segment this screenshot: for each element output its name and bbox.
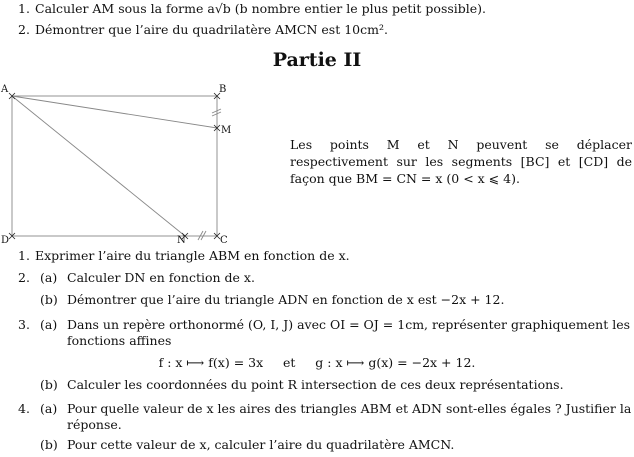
- subquestion-label: (a): [40, 317, 58, 332]
- geometry-figure: [0, 80, 250, 250]
- subquestion-text-continued: fonctions affines: [67, 333, 172, 348]
- subquestion-text: Dans un repère orthonormé (O, I, J) avec OI = OJ = 1cm, représenter graphiquement les: [67, 317, 631, 332]
- section-title: Partie II: [272, 49, 362, 71]
- subquestion-label: (b): [40, 437, 58, 452]
- subquestion-label: (a): [40, 270, 58, 285]
- label-a: A: [1, 84, 9, 95]
- subquestion-text: Pour quelle valeur de x les aires des triangles ABM et ADN sont-elles égales ? Justifier la: [67, 401, 632, 416]
- subquestion-text-continued: réponse.: [67, 417, 122, 432]
- subquestion-text: Calculer les coordonnées du point R intersection de ces deux représentations.: [67, 377, 564, 392]
- question-number: 1.: [18, 248, 30, 263]
- subquestion-label: (a): [40, 401, 58, 416]
- description-paragraph: Les points M et N peuvent se déplacer respectivement sur les segments [BC] et [CD] de façon que BM = CN = x (0 < x ⩽ 4).: [290, 137, 632, 186]
- segment-am: [12, 96, 217, 128]
- subquestion-label: (b): [40, 292, 58, 307]
- question-number: 2.: [18, 270, 30, 285]
- subquestion-text: Démontrer que l’aire du triangle ADN en fonction de x est −2x + 12.: [67, 292, 505, 307]
- label-m: M: [221, 125, 232, 136]
- rectangle-abcd: [12, 96, 217, 236]
- label-n: N: [177, 235, 186, 246]
- subquestion-label: (b): [40, 377, 58, 392]
- item-text: Calculer AM sous la forme a√b (b nombre entier le plus petit possible).: [35, 1, 487, 16]
- item-number: 1.: [18, 1, 30, 16]
- question-text: Exprimer l’aire du triangle ABM en fonction de x.: [35, 248, 350, 263]
- label-c: C: [220, 235, 228, 246]
- question-number: 4.: [18, 401, 30, 416]
- label-b: B: [219, 84, 227, 95]
- functions-formula: f : x ⟼ f(x) = 3x et g : x ⟼ g(x) = −2x + 12.: [158, 355, 476, 370]
- item-number: 2.: [18, 22, 30, 37]
- label-d: D: [1, 235, 10, 246]
- segment-an: [12, 96, 185, 236]
- subquestion-text: Pour cette valeur de x, calculer l’aire du quadrilatère AMCN.: [67, 437, 455, 452]
- question-number: 3.: [18, 317, 30, 332]
- item-text: Démontrer que l’aire du quadrilatère AMCN est 10cm².: [35, 22, 388, 37]
- subquestion-text: Calculer DN en fonction de x.: [67, 270, 255, 285]
